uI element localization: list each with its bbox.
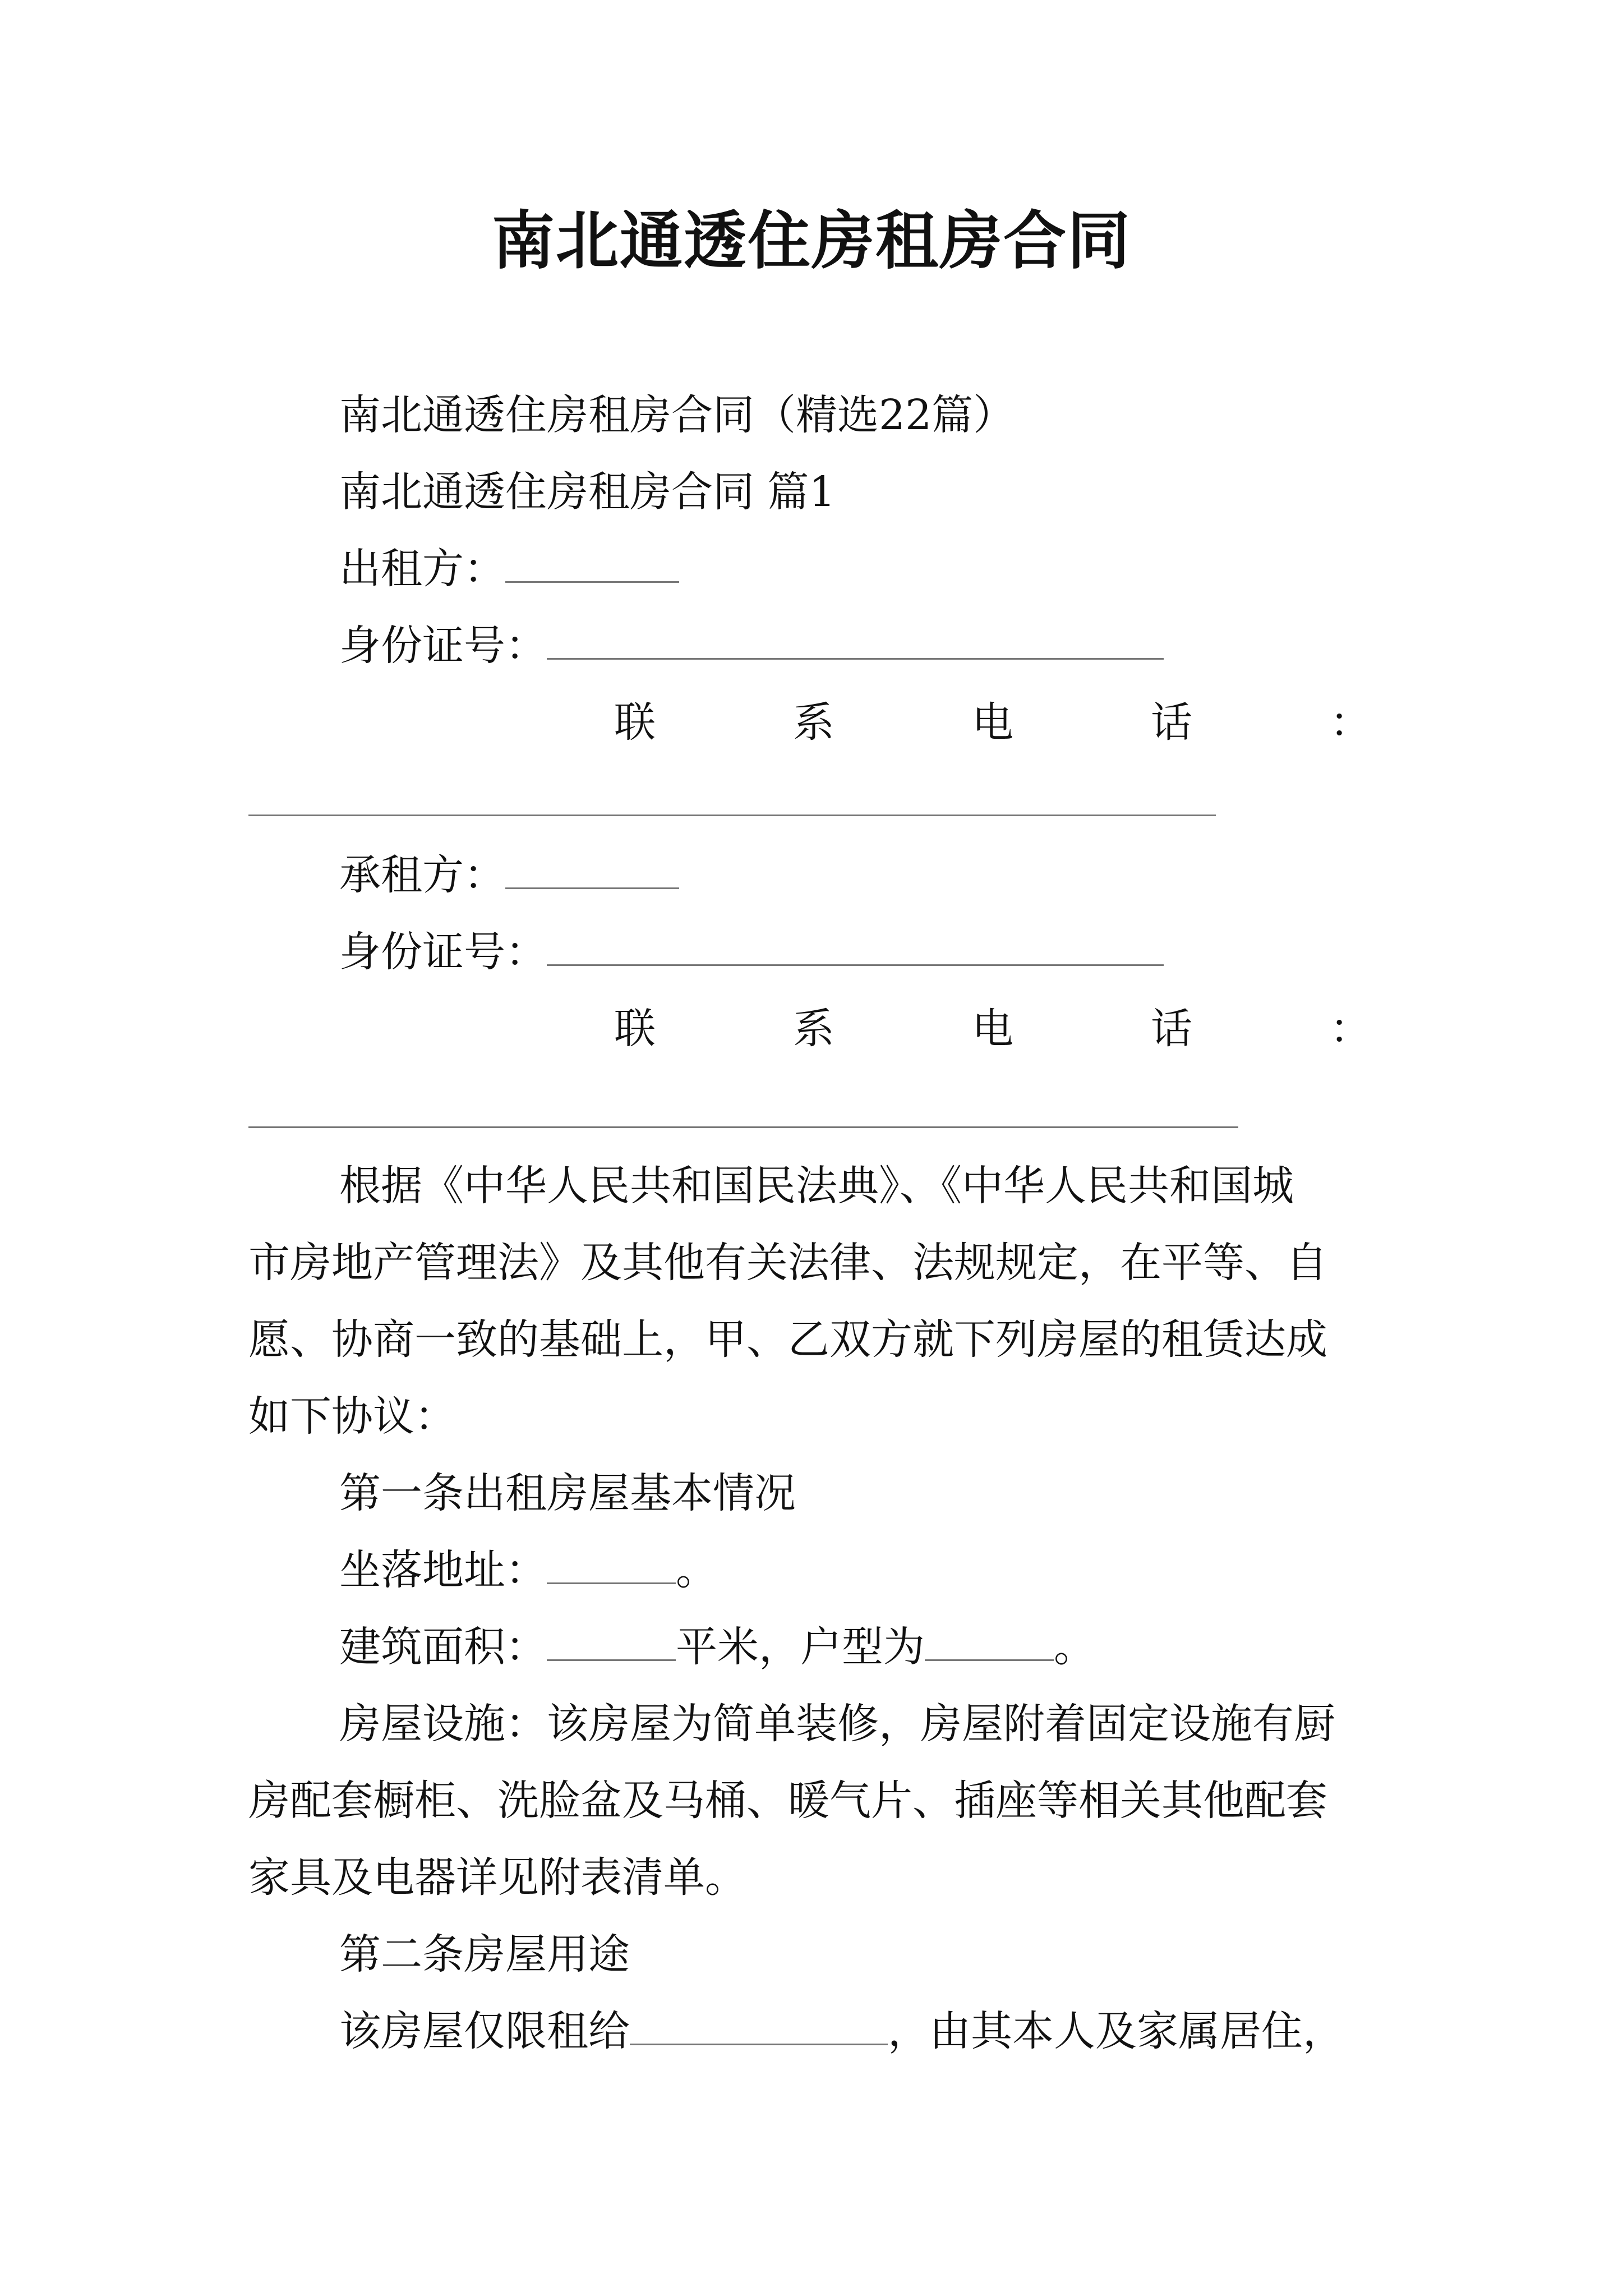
area-line (339, 1619, 1095, 1675)
phone-char: 系 (793, 1005, 834, 1053)
usage-line (339, 2003, 1344, 2059)
facilities-line: 房配套橱柜、洗脸盆及马桶、暖气片、插座等相关其他配套 (248, 1777, 1327, 1825)
phone-char: ： (1330, 1005, 1371, 1053)
usage-end: ，由其本人及家属居住， (888, 2007, 1344, 2055)
area-blank[interactable] (547, 1620, 676, 1661)
lessor-id-label: 身份证号： (339, 622, 547, 670)
usage-start: 该房屋仅限租给 (339, 2007, 630, 2055)
lessee-blank[interactable] (505, 848, 679, 889)
phone-char: 联 (614, 1005, 656, 1053)
area-label: 建筑面积： (339, 1623, 547, 1671)
area-end: 。 (1054, 1623, 1095, 1671)
article-1-heading: 第一条出租房屋基本情况 (339, 1469, 796, 1517)
section-heading: 南北通透住房租房合同 篇1 (339, 468, 836, 516)
subtitle: 南北通透住房租房合同（精选22篇） (339, 391, 1015, 439)
layout-blank[interactable] (925, 1620, 1054, 1661)
lessee-phone-label (614, 1001, 1371, 1057)
phone-char: ： (1330, 698, 1371, 747)
intro-line: 根据《中华人民共和国民法典》、《中华人民共和国城 (339, 1162, 1294, 1210)
lessor-phone-blank[interactable] (248, 815, 1216, 816)
lessee-id-label: 身份证号： (339, 928, 547, 976)
address-blank[interactable] (547, 1543, 676, 1584)
phone-char: 话 (1151, 1005, 1192, 1053)
lessor-phone-label (614, 694, 1371, 751)
address-label: 坐落地址： (339, 1546, 547, 1594)
facilities-line: 家具及电器详见附表清单。 (248, 1853, 746, 1902)
area-mid: 平米，户型为 (676, 1623, 925, 1671)
phone-char: 话 (1151, 698, 1192, 747)
facilities-line: 房屋设施：该房屋为简单装修，房屋附着固定设施有厨 (339, 1700, 1335, 1748)
lessor-line (339, 541, 679, 597)
phone-char: 电 (972, 1005, 1013, 1053)
lessee-line (339, 847, 679, 903)
lessor-label: 出租方： (339, 545, 505, 593)
phone-char: 系 (793, 698, 834, 747)
address-end: 。 (676, 1546, 717, 1594)
lessee-phone-line (0, 1001, 1623, 1057)
lessee-phone-blank[interactable] (248, 1126, 1238, 1128)
lessee-label: 承租方： (339, 851, 505, 899)
document-title: 南北通透住房租房合同 (492, 205, 1131, 278)
intro-line: 市房地产管理法》及其他有关法律、法规规定，在平等、自 (248, 1239, 1327, 1287)
lessee-id-line (339, 924, 1164, 980)
lessor-id-line (339, 618, 1164, 674)
tenant-blank[interactable] (630, 2004, 888, 2045)
phone-char: 联 (614, 698, 656, 747)
lessor-blank[interactable] (505, 542, 679, 583)
lessor-phone-line (0, 694, 1623, 751)
article-2-heading: 第二条房屋用途 (339, 1930, 630, 1978)
intro-line: 愿、协商一致的基础上，甲、乙双方就下列房屋的租赁达成 (248, 1315, 1327, 1364)
address-line (339, 1542, 717, 1598)
lessor-id-blank[interactable] (547, 619, 1164, 660)
lessee-id-blank[interactable] (547, 925, 1164, 966)
phone-char: 电 (972, 698, 1013, 747)
intro-line: 如下协议： (248, 1392, 456, 1441)
